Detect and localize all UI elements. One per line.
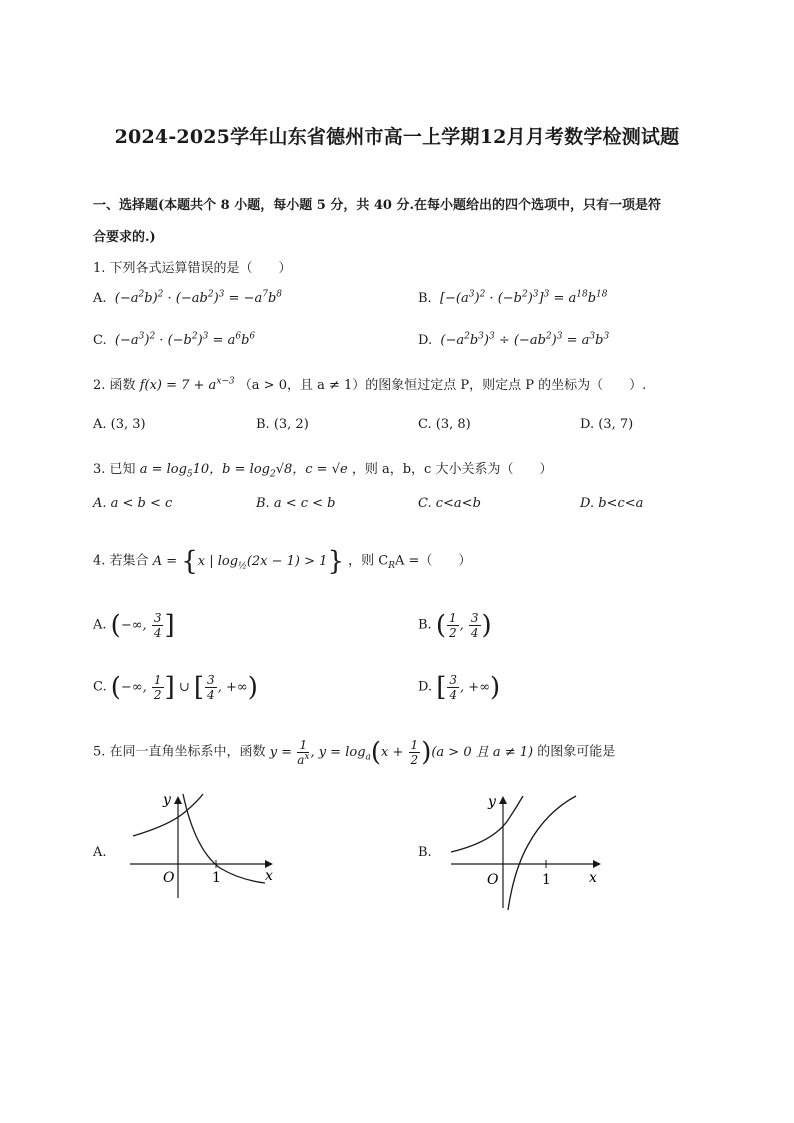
q2-stem — [93, 374, 646, 393]
one-label: 1 — [542, 872, 551, 888]
q2-condition: （a > 0，且 a ≠ 1）的图象恒过定点 P，则定点 P 的坐标为（ ）. — [238, 378, 647, 393]
q1-c-label: C. — [93, 333, 107, 348]
q4-option-c — [93, 672, 258, 702]
q1-d-expr: $(-a^2b^3)^3 \div (-ab^2)^3 = a^3b^3$ — [436, 331, 610, 348]
q5-num: 5. 在同一直角坐标系中，函数 — [93, 744, 266, 760]
q5-graph-b — [448, 790, 603, 912]
q4-b-expr: ( $\frac{1}{2}$ , $\frac{3}{4}$ ) — [435, 610, 492, 640]
origin-label: O — [163, 870, 175, 886]
q1-a-expr: $(-a^2b)^2 \cdot (-ab^2)^3 = -a^7b^8$ — [110, 289, 282, 306]
q3-option-d: D. b<c<a — [580, 496, 644, 511]
exp-curve — [451, 796, 523, 852]
q3-tail: ，则 a，b，c 大小关系为（ ） — [351, 462, 553, 477]
q4-option-b — [418, 610, 492, 640]
q1-a-label: A. — [93, 291, 107, 306]
q1-option-a — [93, 291, 282, 306]
y-axis-arrow — [499, 796, 507, 804]
q4-a-expr: (−∞, $\frac{3}{4}$ ] — [110, 610, 175, 640]
q3-option-c: C. c<a<b — [418, 496, 481, 511]
q4-d-label: D. — [418, 679, 433, 695]
q2-option-b: B. (3, 2) — [256, 417, 309, 432]
q1-option-c — [93, 333, 255, 348]
q2-option-c: C. (3, 8) — [418, 417, 471, 432]
q1-stem: 1. 下列各式运算错误的是（ ） — [93, 261, 292, 276]
q4-tail2: A =（ ） — [395, 553, 472, 569]
q5-functions: y = $\frac{1}{a^x}$ , $y = \log_a(x$ + $\frac{1}{2}$ )(a > 0 且 a ≠ 1) — [269, 737, 534, 767]
q2-function: $f(x) = 7 + a^{x-3}$ — [139, 376, 235, 393]
q3-option-b: B. a < c < b — [256, 496, 336, 511]
q3-option-a: A. a < b < c — [93, 496, 173, 511]
x-axis-arrow — [593, 860, 601, 868]
one-label: 1 — [212, 870, 221, 886]
origin-label: O — [487, 872, 499, 888]
y-axis-arrow — [174, 796, 182, 804]
q4-b-label: B. — [418, 617, 432, 633]
q3-num: 3. 已知 — [93, 462, 136, 477]
q1-c-expr: $(-a^3)^2 \cdot (-b^2)^3 = a^6b^6$ — [110, 331, 256, 348]
q5-stem — [93, 737, 615, 767]
q1-b-expr: $[-(a^3)^2 \cdot (-b^2)^3]^3 = a^{18}b^{18}$ — [435, 289, 608, 306]
q4-tail: ，则 C — [348, 553, 389, 569]
exp-curve — [183, 794, 265, 883]
q4-d-expr: [ $\frac{3}{4}$ , +∞) — [436, 672, 501, 702]
x-label: x — [589, 870, 597, 886]
q5-option-a-label: A. — [93, 845, 107, 860]
q4-c-label: C. — [93, 679, 107, 695]
q4-stem: 4. 若集合 A = {x | $\log_{\frac{1}{2}}(2x - 1) > 1$} ，则 $C_RA$ =（ ） — [93, 546, 472, 576]
q4-set: A = {x | $\log_{\frac{1}{2}}(2x - 1) > 1$} — [152, 546, 344, 576]
q4-c-expr: (−∞, $\frac{1}{2}$ ] ∪ [ $\frac{3}{4}$ , +∞) — [110, 672, 258, 702]
q3-values: $a = \log_510$，$b = \log_2√8$，c = √e — [139, 462, 348, 480]
q4-option-d — [418, 672, 500, 702]
q3-stem — [93, 458, 553, 480]
q2-num: 2. 函数 — [93, 378, 136, 393]
q4-a-label: A. — [93, 617, 107, 633]
q5-tail: 的图象可能是 — [537, 744, 616, 760]
x-axis-arrow — [265, 860, 273, 868]
q5-option-b-label: B. — [418, 845, 432, 860]
q1-d-label: D. — [418, 333, 433, 348]
q1-option-b — [418, 291, 608, 306]
q1-option-d — [418, 333, 609, 348]
x-label: x — [265, 868, 273, 884]
y-label: y — [488, 794, 496, 810]
q4-option-a — [93, 610, 175, 640]
y-label: y — [163, 792, 171, 808]
section-heading-cont: 合要求的.) — [93, 230, 156, 245]
page-title: 2024-2025学年山东省德州市高一上学期12月月考数学检测试题 — [114, 126, 680, 148]
q2-option-d: D. (3, 7) — [580, 417, 634, 432]
q4-num: 4. 若集合 — [93, 553, 149, 569]
log-curve — [508, 796, 576, 910]
q5-graph-a — [125, 790, 275, 900]
section-heading: 一、选择题(本题共个 8 小题，每小题 5 分，共 40 分.在每小题给出的四个选项中，只有一项是符 — [93, 198, 662, 213]
q1-b-label: B. — [418, 291, 432, 306]
q2-option-a: A. (3, 3) — [93, 417, 146, 432]
